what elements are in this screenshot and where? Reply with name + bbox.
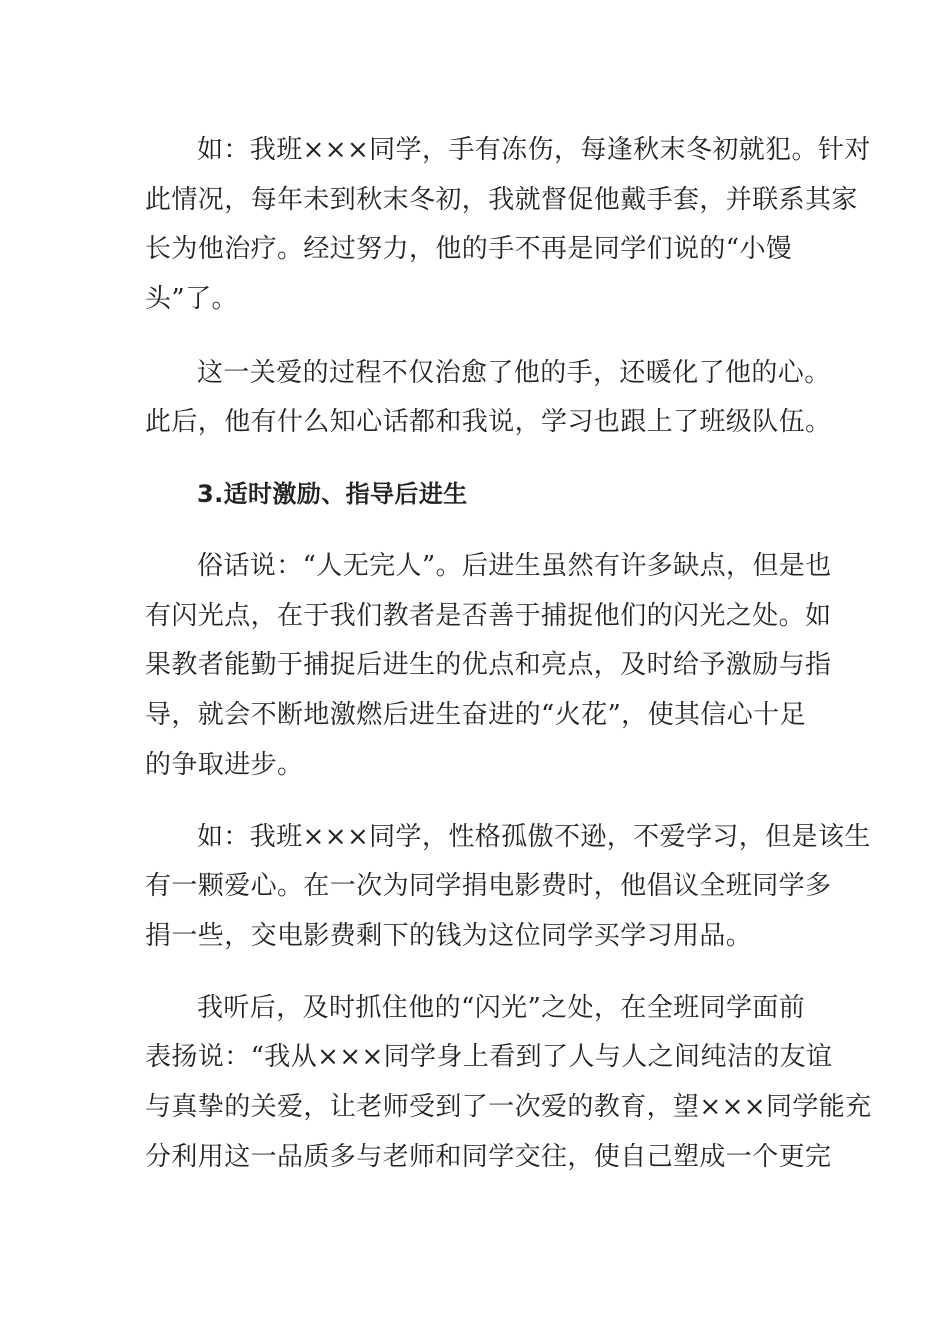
paragraph-4-line-1: 如：我班×××同学，性格孤傲不逊，不爱学习，但是该生 — [197, 822, 871, 852]
paragraph-3-line-5: 的争取进步。 — [145, 750, 304, 780]
paragraph-2-line-1: 这一关爱的过程不仅治愈了他的手，还暖化了他的心。 — [197, 358, 831, 388]
paragraph-1-line-3: 长为他治疗。经过努力，他的手不再是同学们说的“小馒 — [145, 234, 793, 264]
paragraph-3-line-1: 俗话说：“人无完人”。后进生虽然有许多缺点，但是也 — [197, 551, 832, 581]
paragraph-1-line-4: 头”了。 — [145, 284, 238, 314]
paragraph-1-line-2: 此情况，每年未到秋末冬初，我就督促他戴手套，并联系其家 — [145, 185, 858, 215]
section-heading: 3.适时激励、指导后进生 — [197, 480, 468, 508]
paragraph-2-line-2: 此后，他有什么知心话都和我说，学习也跟上了班级队伍。 — [145, 407, 832, 437]
paragraph-5-line-4: 分利用这一品质多与老师和同学交往，使自己塑成一个更完 — [145, 1142, 832, 1172]
paragraph-1-line-1: 如：我班×××同学，手有冻伤，每逢秋末冬初就犯。针对 — [197, 135, 871, 165]
paragraph-5-line-1: 我听后，及时抓住他的“闪光”之处，在全班同学面前 — [197, 993, 806, 1023]
paragraph-4-line-3: 捐一些，交电影费剩下的钱为这位同学买学习用品。 — [145, 921, 753, 951]
paragraph-5-line-2: 表扬说：“我从×××同学身上看到了人与人之间纯洁的友谊 — [145, 1042, 833, 1072]
paragraph-3-line-2: 有闪光点，在于我们教者是否善于捕捉他们的闪光之处。如 — [145, 601, 832, 631]
paragraph-4-line-2: 有一颗爱心。在一次为同学捐电影费时，他倡议全班同学多 — [145, 871, 832, 901]
paragraph-5-line-3: 与真挚的关爱，让老师受到了一次爱的教育，望×××同学能充 — [145, 1092, 872, 1122]
paragraph-3-line-4: 导，就会不断地激燃后进生奋进的“火花”，使其信心十足 — [145, 700, 806, 730]
paragraph-3-line-3: 果教者能勤于捕捉后进生的优点和亮点，及时给予激励与指 — [145, 650, 832, 680]
